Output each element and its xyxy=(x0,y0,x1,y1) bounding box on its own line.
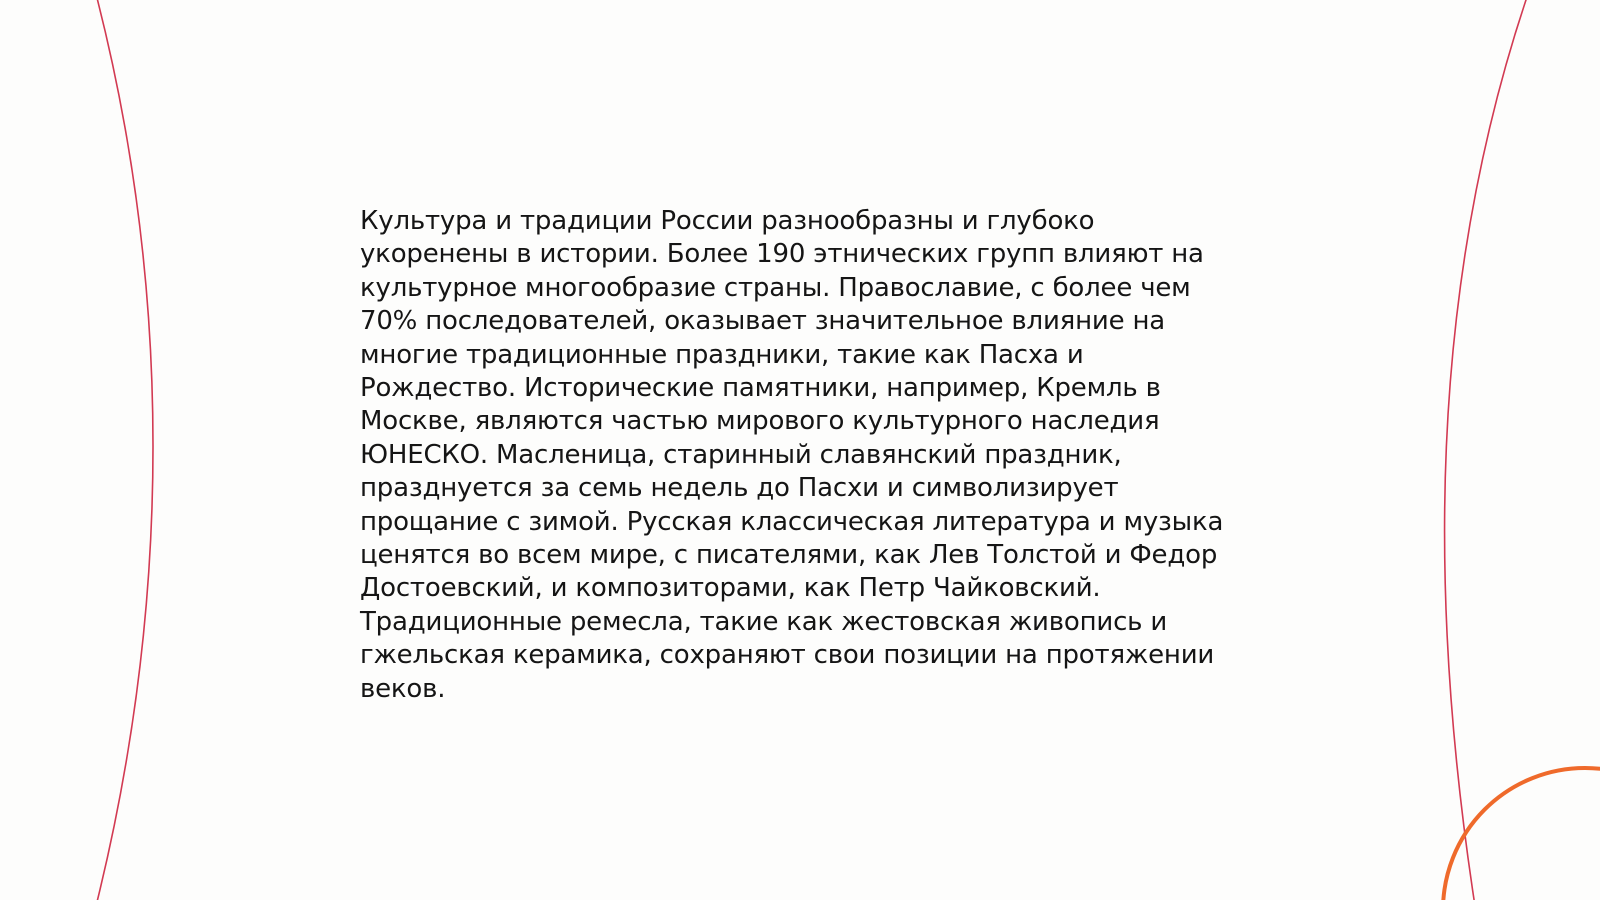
left-curve-line xyxy=(96,0,153,900)
paragraph-line-6: Рождество. Исторические памятники, например, Кремль в xyxy=(360,373,1161,404)
orange-ring xyxy=(1443,768,1600,900)
paragraph-line-15: веков. xyxy=(360,673,446,704)
paragraph-line-5: многие традиционные праздники, такие как Пасха и xyxy=(360,339,1084,370)
paragraph-line-8: ЮНЕСКО. Масленица, старинный славянский праздник, xyxy=(360,439,1122,470)
paragraph-line-10: прощание с зимой. Русская классическая литература и музыка xyxy=(360,506,1224,537)
paragraph-line-3: культурное многообразие страны. Православие, с более чем xyxy=(360,272,1191,303)
paragraph-line-7: Москве, являются частью мирового культурного наследия xyxy=(360,406,1160,437)
paragraph-line-2: укоренены в истории. Более 190 этнических групп влияют на xyxy=(360,239,1204,270)
paragraph-line-12: Достоевский, и композиторами, как Петр Чайковский. xyxy=(360,573,1101,604)
paragraph-line-11: ценятся во всем мире, с писателями, как Лев Толстой и Федор xyxy=(360,540,1218,571)
paragraph-line-1: Культура и традиции России разнообразны и глубоко xyxy=(360,206,1095,236)
paragraph-line-14: гжельская керамика, сохраняют свои позиции на протяжении xyxy=(360,640,1215,671)
right-curve-line xyxy=(1445,0,1528,900)
paragraph-line-4: 70% последователей, оказывает значительное влияние на xyxy=(360,306,1165,337)
paragraph-line-13: Традиционные ремесла, такие как жестовская живопись и xyxy=(360,606,1168,637)
body-paragraph xyxy=(360,205,1240,706)
paragraph-line-9: празднуется за семь недель до Пасхи и символизирует xyxy=(360,473,1119,504)
